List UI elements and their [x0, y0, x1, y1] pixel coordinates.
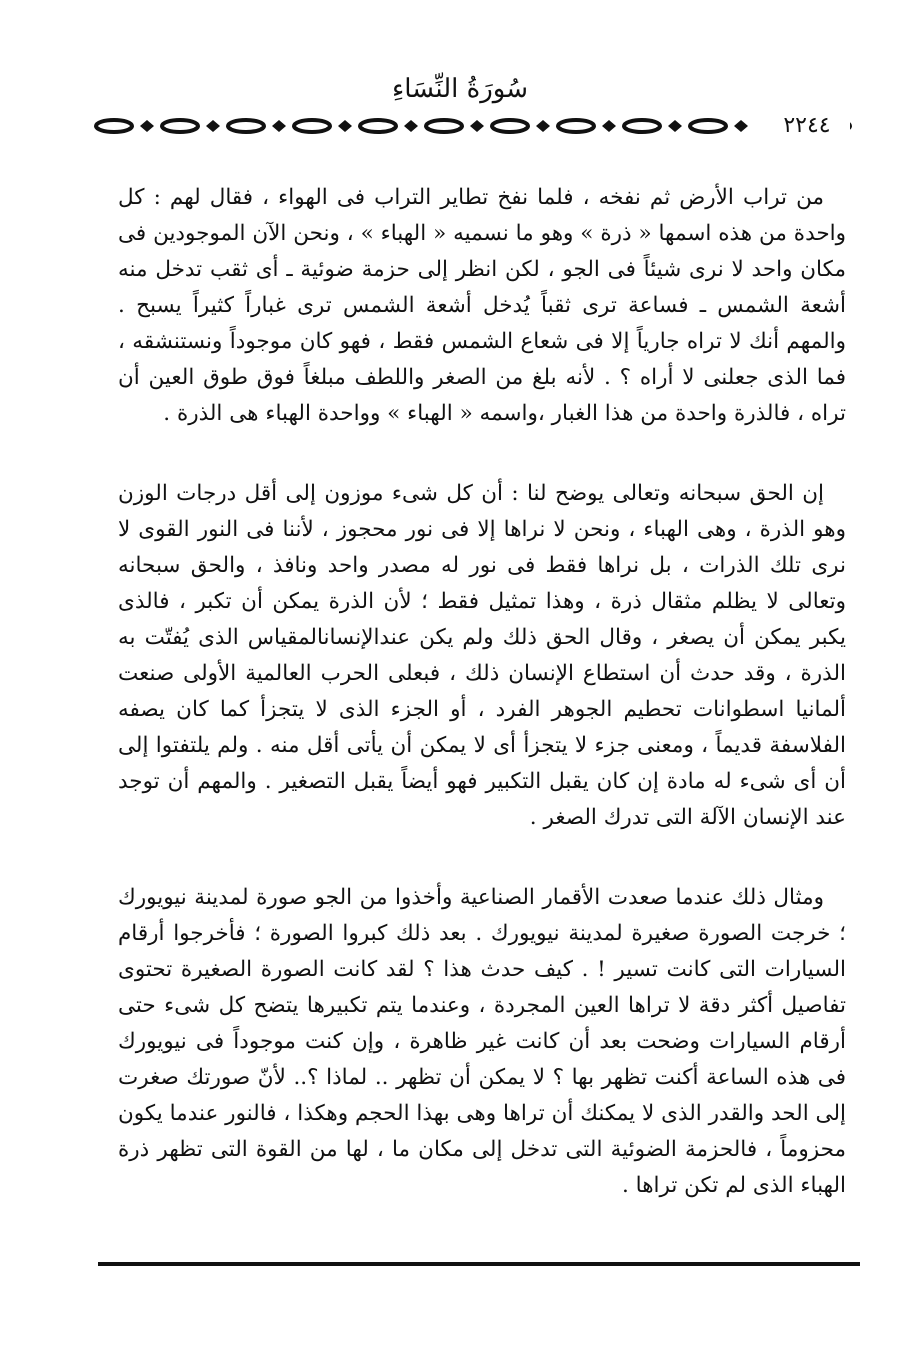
page-number: ٢٢٤٤ — [764, 112, 850, 140]
paragraph: ومثال ذلك عندما صعدت الأقمار الصناعية وأخذوا من الجو صورة لمدينة نيويورك ؛ خرجت الصورة صغيرة لمدينة نيويورك . بعد ذلك كبروا الصورة ؛ فأخرجوا أرقام السيارات التى كانت تسير ! . كيف حدث هذا ؟ لقد كانت الصورة الصغيرة تحتوى تفاصيل أكثر دقة لا تراها العين المجردة ، وعندما يتم تكبيرها يتضح كل شىء حتى أرقام السيارات وضحت بعد أن كانت غير ظاهرة ، وإن كنت موجوداً فى نيويورك فى هذه الساعة أكنت تظهر بها ؟ لا يمكن أن تظهر .. لماذا ؟.. لأنّ صورتك صغرت إلى الحد والقدر الذى لا يمكنك أن تراها وهى بهذا الحجم وهكذا ، فالنور عندما يكون محزوماً ، فالحزمة الضوئية التى تدخل إلى مكان ما ، لها من القوة التى تظهر ذرة الهباء الذى لم تكن تراها . — [118, 885, 846, 1198]
paragraph: إن الحق سبحانه وتعالى يوضح لنا : أن كل شىء موزون إلى أقل درجات الوزن وهو الذرة ، وهى الهباء ، ونحن لا نراها إلا فى نور محجوز ، لأننا فى النور القوى لا نرى تلك الذرات ، بل نراها فقط فى نور له مصدر واحد ونافذ ، والحق سبحانه وتعالى لا يظلم مثقال ذرة ، وهذا تمثيل فقط ؛ لأن الذرة يمكن أن تكبر ، فالذى يكبر يمكن أن يصغر ، وقال الحق ذلك ولم يكن عندالإنسانالمقياس الذى يُفتّت به الذرة ، وقد حدث أن استطاع الإنسان ذلك ، فبعلى الحرب العالمية الأولى صنعت ألمانيا اسطوانات تحطيم الجوهر الفرد ، أو الجزء الذى لا يتجزأ كما كان يصفه الفلاسفة قديماً ، ومعنى جزء لا يتجزأ أى لا يمكن أن يأتى أقل منه . ولم يلتفتوا إلى أن أى شىء له مادة إن كان يقبل التكبير فهو أيضاً يقبل التصغير . والمهم أن توجد عند الإنسان الآلة التى تدرك الصغر . — [118, 481, 846, 830]
bottom-divider — [98, 1262, 860, 1266]
ornamental-header-border — [92, 112, 856, 140]
surah-title: سُورَةُ النِّسَاءِ — [392, 74, 528, 104]
chain-ornament-icon — [92, 112, 856, 140]
body-text — [118, 180, 846, 1204]
paragraph: من تراب الأرض ثم نفخه ، فلما نفخ تطاير التراب فى الهواء ، فقال لهم : كل واحدة من هذه اسمها « ذرة » وهو ما نسميه « الهباء » ، ونحن الآن الموجودين فى مكان واحد لا نرى شيئاً فى الجو ، لكن انظر إلى حزمة ضوئية ـ أى ثقب تدخل منه أشعة الشمس ـ فساعة ترى ثقباً يُدخل أشعة الشمس ترى غباراً كثيراً يسبح . والمهم أنك لا تراه جارياً إلا فى شعاع الشمس فقط ، فهو كان موجوداً ونستنشقه ، فما الذى جعلنى لا أراه ؟ . لأنه بلغ من الصغر واللطف مبلغاً فوق طوق العين أن تراه ، فالذرة واحدة من هذا الغبار ،واسمه « الهباء » وواحدة الهباء هى الذرة . — [118, 185, 846, 426]
